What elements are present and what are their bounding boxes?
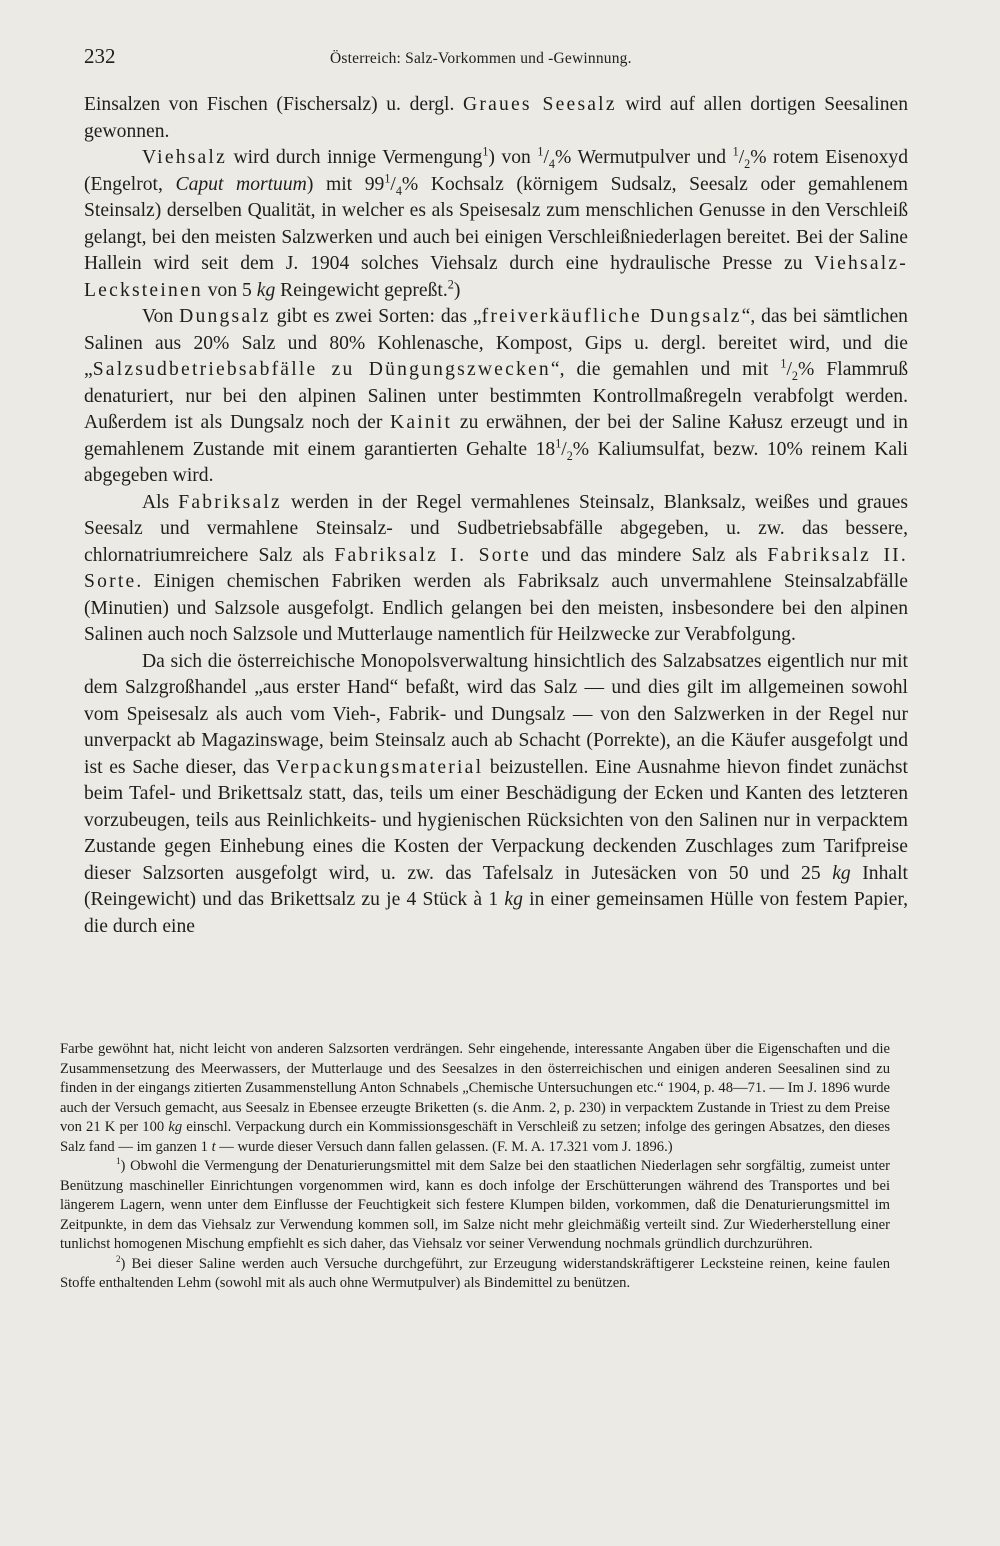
text-run: zu erwähnen, der bei der Saline Kałusz erzeugt und in gemahlenem Zustande mit einem garantierten Gehalte 18: [84, 412, 908, 460]
body-paragraph: [84, 145, 908, 304]
footnotes: [60, 1040, 890, 1294]
text-run: Verpackungsmaterial: [276, 756, 484, 778]
text-run: kg: [168, 1119, 183, 1135]
page-header: [84, 44, 904, 74]
running-title: Österreich: Salz-Vorkommen und -Gewinnung.: [330, 50, 632, 67]
text-run: Reingewicht gepreßt.: [275, 279, 448, 301]
text-run: 1: [537, 144, 544, 159]
text-run: /: [543, 147, 549, 168]
body-paragraph: [84, 490, 908, 649]
text-run: % Kochsalz (körnigem Sudsalz, Seesalz oder gemahlenem Steinsalz) derselben Qualität, in welcher es als Speisesalz zum menschlichen Genusse in den Verschleiß gelangt, bei den meisten Salzwerken und auch bei einigen Verschleißniederlagen bereitet. Bei der Saline Hallein wird seit dem J. 1904 solches Viehsalz durch eine hydraulische Presse zu: [84, 173, 909, 274]
text-run: 2: [116, 1253, 121, 1264]
text-run: Inhalt (Reingewicht) und das Brikettsalz zu je 4 Stück à 1: [84, 862, 908, 910]
text-run: werden in der Regel vermahlenes Steinsalz, Blanksalz, weißes und graues Seesalz und vermahlene Steinsalz- und Sudbetriebsabfälle abgegeben, u. zw. das bessere, chlornatriumreichere Salz als: [84, 491, 908, 566]
text-run: 2: [447, 276, 454, 291]
text-run: wird durch innige Vermengung: [226, 147, 483, 168]
text-run: Graues Seesalz: [463, 94, 617, 115]
text-run: Fabriksalz I. Sorte: [334, 544, 531, 566]
footnote-paragraph: [60, 1040, 890, 1157]
text-run: % Wermutpulver und: [555, 147, 733, 168]
text-run: und das mindere Salz als: [531, 544, 768, 566]
text-run: “, das bei sämtlichen Salinen aus 20% Salz und 80% Kohlenasche, Kompost, Gips u. dergl. bereitet wird, und die „: [84, 306, 908, 380]
text-run: Dungsalz: [179, 306, 271, 327]
text-run: /: [786, 359, 792, 380]
text-run: kg: [504, 889, 523, 910]
text-run: 2: [791, 368, 798, 383]
text-run: Caput mortuum: [175, 173, 307, 195]
text-run: 1: [732, 144, 739, 159]
text-run: 2: [744, 156, 751, 171]
text-run: Fabriksalz: [178, 491, 282, 513]
text-run: in einer gemeinsamen Hülle von festem Papier, die durch eine: [84, 889, 908, 937]
text-run: Viehsalz-Lecksteinen: [84, 253, 908, 301]
main-text: [84, 92, 908, 940]
text-run: von 5: [202, 279, 257, 301]
text-run: 1: [482, 144, 489, 159]
body-paragraph: [84, 92, 908, 145]
text-run: Fabriksalz II. Sorte: [84, 544, 908, 592]
body-paragraph: [84, 649, 908, 941]
text-run: gibt es zwei Sorten: das „: [270, 306, 482, 327]
text-run: % rotem Eisenoxyd (Engelrot,: [84, 147, 909, 195]
text-run: ): [453, 279, 461, 301]
text-run: 1: [780, 356, 787, 371]
text-run: 1: [116, 1156, 121, 1167]
footnote-paragraph: [60, 1255, 890, 1294]
text-run: beizustellen. Eine Ausnahme hievon findet zunächst beim Tafel- und Brikettsalz statt, das, teils um einer Beschädigung der Ecken und Kanten des letzteren vorzubeugen, teils aus Reinlichkeits- und hygienischen Rücksichten von den Salinen nur in verpacktem Zustande gegen Einhebung eines die Kosten der Verpackung deckenden Zuschlages zum Tarifpreise dieser Salzsorten ausgefolgt wird, u. zw. das Tafelsalz in Jutesäcken von 50 und 25: [84, 756, 908, 884]
text-run: % Kaliumsulfat, bezw. 10% reinem Kali abgegeben wird.: [84, 438, 908, 486]
text-run: “, die gemahlen und mit: [550, 359, 781, 380]
text-run: Da sich die österreichische Monopolsverwaltung hinsichtlich des Salzabsatzes eigentlich nur mit dem Salzgroßhandel „aus erster Hand“ befaßt, wird das Salz — und dies gilt im allgemeinen sowohl vom Speisesalz als auch vom Vieh-, Fabrik- und Dungsalz — von den Salzwerken in der Regel nur unverpackt ab Magazinswage, beim Steinsalz auch ab Schacht (Porrekte), an die Käufer ausgefolgt und ist es Sache dieser, das: [84, 650, 908, 778]
body-paragraph: [84, 304, 908, 490]
text-run: /: [561, 438, 567, 460]
text-run: kg: [256, 279, 276, 301]
text-run: 1: [384, 170, 391, 185]
text-run: t: [211, 1138, 216, 1155]
text-run: 2: [566, 448, 573, 463]
text-run: 4: [548, 156, 555, 171]
text-run: Kainit: [390, 412, 453, 433]
text-run: Farbe gewöhnt hat, nicht leicht von anderen Salzsorten verdrängen. Sehr eingehende, interessante Angaben über die Eigenschaften und die Zusammensetzung des Meerwassers, der Mutterlauge und des Seesalzes in den österreichischen und einigen anderen Seesalinen sind zu finden in der eingangs zitierten Zusammenstellung Anton Schnabels „Chemische Untersuchungen etc.“ 1904, p. 48—71. — Im J. 1896 wurde auch der Versuch gemacht, aus Seesalz in Ebensee erzeugte Briketten (s. die Anm. 2, p. 230) in verpacktem Zustande in Triest zu dem Preise von 21 K per 100: [60, 1041, 890, 1135]
text-run: Als: [142, 491, 179, 513]
text-run: 1: [555, 435, 562, 450]
text-run: freiverkäufliche Dungsalz: [481, 306, 742, 327]
text-run: ) von: [488, 147, 538, 168]
footnote-paragraph: [60, 1157, 890, 1255]
text-run: — wurde dieser Versuch dann fallen gelassen. (F. M. A. 17.321 vom J. 1896.): [215, 1138, 673, 1155]
text-run: einschl. Verpackung durch ein Kommissionsgeschäft in Verschleiß zu setzen; infolge des geringen Absatzes, den dieses Salz fand — im ganzen 1: [60, 1119, 891, 1155]
text-run: /: [390, 173, 396, 195]
text-run: wird auf allen dortigen Seesalinen gewonnen.: [84, 94, 909, 142]
text-run: Einsalzen von Fischen (Fischersalz) u. dergl.: [84, 94, 464, 115]
text-run: % Flammruß denaturiert, nur bei den alpinen Salinen unter bestimmten Kontrollmaßregeln verabfolgt werden. Außerdem ist als Dungsalz noch der: [84, 359, 908, 433]
text-run: . Einigen chemischen Fabriken werden als Fabriksalz auch unvermahlene Steinsalzabfälle (Minutien) und Salzsole ausgefolgt. Endlich gelangen bei den meisten, insbesondere bei den alpinen Salinen auch noch Salzsole und Mutterlauge namentlich für Heilzwecke zur Verabfolgung.: [84, 571, 908, 645]
text-run: Salzsudbetriebsabfälle zu Düngungszwecken: [92, 359, 551, 380]
text-run: ) mit 99: [306, 173, 385, 195]
text-run: 4: [395, 183, 402, 198]
page-number: 232: [84, 44, 116, 68]
text-run: ) Bei dieser Saline werden auch Versuche durchgeführt, zur Erzeugung widerstandskräftigerer Lecksteine reinen, keine faulen Stoffe enthaltenden Lehm (sowohl mit als auch ohne Wermutpulver) als Bindemittel zu benützen.: [60, 1255, 890, 1291]
text-run: /: [738, 147, 745, 168]
text-run: Von: [142, 306, 180, 327]
text-run: ) Obwohl die Vermengung der Denaturierungsmittel mit dem Salze bei den staatlichen Niederlagen sehr sorgfältig, zumeist unter Benützung maschineller Einrichtungen vorgenommen wird, kann es doch infolge der Erschütterungen während des Transportes und bei längerem Lagern, wenn unter dem Einflusse der Feuchtigkeit sich festere Klumpen bilden, vorkommen, daß die Denaturierungsmittel im Zeitpunkte, in dem das Viehsalz zur Verwendung kommen soll, im Salze nicht mehr gleichmäßig verteilt sind. Zur Wiederherstellung einer tunlichst homogenen Mischung empfiehlt es sich daher, das Viehsalz vor seiner Verwendung nochmals gründlich durchzurühren.: [60, 1158, 890, 1252]
text-run: kg: [832, 862, 851, 884]
text-run: Viehsalz: [142, 147, 227, 168]
